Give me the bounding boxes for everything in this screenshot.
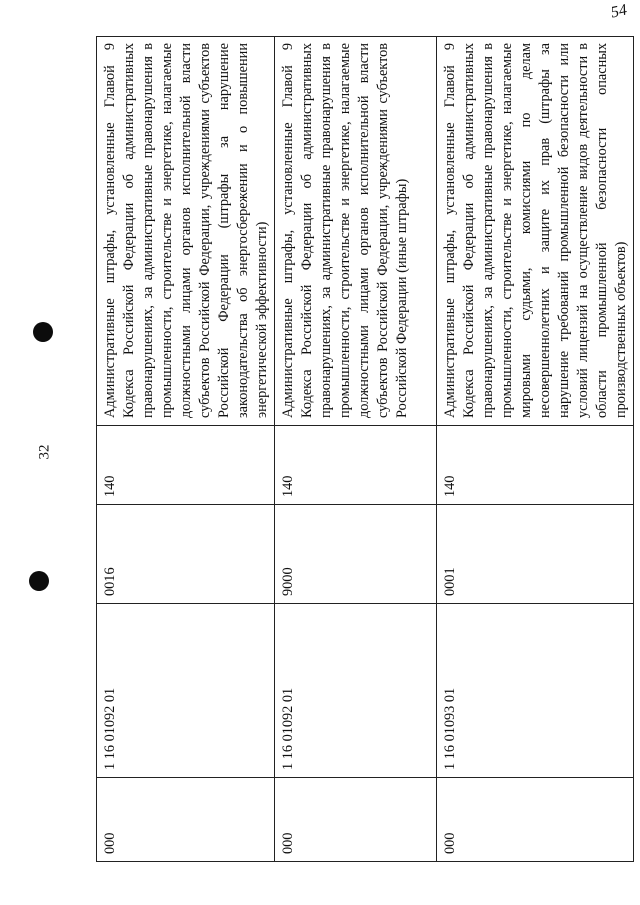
budget-codes-table-area bbox=[96, 36, 629, 862]
admin-code-cell: 000 bbox=[437, 778, 634, 862]
subtype-code-cell: 9000 bbox=[275, 505, 437, 604]
kosgu-cell: 140 bbox=[437, 426, 634, 505]
table-row bbox=[97, 37, 275, 862]
rotated-table-container bbox=[96, 36, 629, 862]
income-code-cell: 1 16 01092 01 bbox=[275, 604, 437, 778]
admin-code-cell: 000 bbox=[97, 778, 275, 862]
punch-hole bbox=[33, 322, 53, 342]
subtype-code-cell: 0001 bbox=[437, 505, 634, 604]
income-code-cell: 1 16 01093 01 bbox=[437, 604, 634, 778]
income-code-cell: 1 16 01092 01 bbox=[97, 604, 275, 778]
description-cell: Административные штрафы, установленные Главой 9 Кодекса Российской Федерации об административных правонарушениях, за административные правонарушения в промышленности, строительстве и энергетике, налагаемые мировыми судьями, комиссиями по делам несовершеннолетних и защите их прав (штрафы за нарушение требований промышленной безопасности или условий лицензий на осуществление видов деятельности в области промышленной безопасности опасных производственных объектов) bbox=[437, 37, 634, 426]
table-row bbox=[437, 37, 634, 862]
subtype-code-cell: 0016 bbox=[97, 505, 275, 604]
kosgu-cell: 140 bbox=[275, 426, 437, 505]
kosgu-cell: 140 bbox=[97, 426, 275, 505]
page-number: 32 bbox=[36, 444, 53, 460]
description-cell: Административные штрафы, установленные Главой 9 Кодекса Российской Федерации об административных правонарушениях, за административные правонарушения в промышленности, строительстве и энергетике, налагаемые должностными лицами органов исполнительной власти субъектов Российской Федерации, учреждениями субъектов Российской Федерации (иные штрафы) bbox=[275, 37, 437, 426]
handwritten-page-mark: 54 bbox=[609, 1, 629, 22]
admin-code-cell: 000 bbox=[275, 778, 437, 862]
table-row bbox=[275, 37, 437, 862]
budget-codes-table bbox=[96, 36, 634, 862]
punch-hole bbox=[29, 571, 49, 591]
description-cell: Административные штрафы, установленные Главой 9 Кодекса Российской Федерации об административных правонарушениях, за административные правонарушения в промышленности, строительстве и энергетике, налагаемые должностными лицами органов исполнительной власти субъектов Российской Федерации, учреждениями субъектов Российской Федерации (штрафы за нарушение законодательства об энергосбережении и о повышении энергетической эффективности) bbox=[97, 37, 275, 426]
